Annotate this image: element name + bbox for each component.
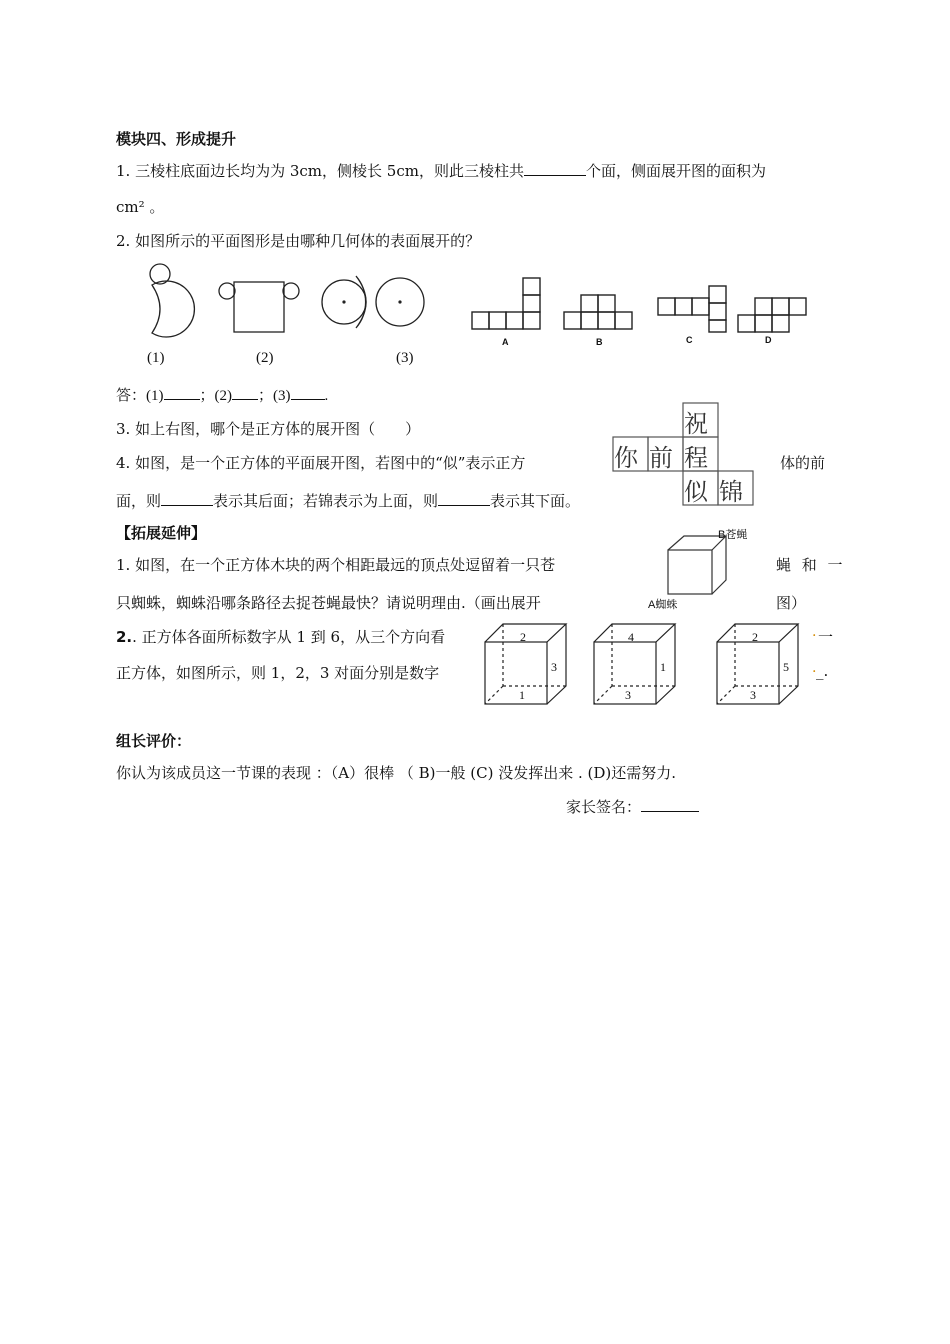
sector-shape bbox=[356, 276, 366, 328]
figure-label-1: (1) bbox=[147, 350, 165, 366]
q4-text-1: 面，则 bbox=[116, 492, 162, 510]
problem-2-right-a: 一 bbox=[818, 628, 834, 646]
question-4-line1: 4. 如图，是一个正方体的平面展开图，若图中的“似”表示正方 bbox=[116, 454, 526, 472]
circle-shape bbox=[283, 283, 299, 299]
problem-2-line1 bbox=[116, 626, 445, 647]
question-3: 3. 如上右图，哪个是正方体的展开图（ ） bbox=[116, 420, 421, 438]
problem-1-line2-right: 图） bbox=[776, 594, 807, 612]
die-2-top: 4 bbox=[628, 630, 634, 644]
answer-blank-3[interactable] bbox=[291, 385, 325, 400]
problem-1-line2: 只蜘蛛，蜘蛛沿哪条路径去捉苍蝇最快？请说明理由.（画出展开 bbox=[116, 594, 541, 612]
problem-2-right-b: _. bbox=[816, 662, 829, 680]
question-2: 2. 如图所示的平面图形是由哪种几何体的表面展开的？ bbox=[116, 232, 481, 250]
net-option-a bbox=[472, 278, 540, 329]
net-option-d bbox=[738, 298, 806, 332]
answer-prefix: 答：(1) bbox=[116, 388, 164, 404]
answer-mid-1: ；(2) bbox=[199, 388, 232, 404]
answer-blank[interactable] bbox=[438, 491, 490, 506]
answer-blank[interactable] bbox=[161, 491, 213, 506]
problem-2-number: 2. bbox=[116, 628, 133, 646]
fly-label: B苍蝇 bbox=[718, 529, 748, 541]
center-dot bbox=[342, 300, 345, 303]
unfolding-figures bbox=[130, 262, 440, 342]
answer-mid-2: ；(3) bbox=[258, 388, 291, 404]
q1-unit: cm² 。 bbox=[116, 198, 165, 216]
die-1-front: 1 bbox=[519, 688, 525, 702]
fly-spider-cube bbox=[664, 534, 730, 598]
net-char-ni: 你 bbox=[614, 444, 638, 472]
sector-shape bbox=[152, 281, 194, 337]
net-char-cheng: 程 bbox=[684, 444, 708, 472]
problem-1-right: 蝇 和 一 bbox=[776, 556, 843, 574]
option-label-b: B bbox=[596, 337, 603, 347]
center-dot bbox=[398, 300, 401, 303]
answer-end: . bbox=[324, 388, 329, 404]
rectangle-shape bbox=[234, 282, 284, 332]
answer-line bbox=[116, 384, 328, 405]
spider-label: A蜘蛛 bbox=[648, 599, 678, 611]
net-char-zhu: 祝 bbox=[684, 410, 708, 438]
option-label-a: A bbox=[502, 337, 509, 347]
net-option-c bbox=[658, 286, 726, 332]
extension-title: 【拓展延伸】 bbox=[116, 524, 207, 542]
die-1-top: 2 bbox=[520, 630, 526, 644]
answer-blank-2[interactable] bbox=[232, 385, 258, 400]
q1-text-a: 1. 三棱柱底面边长均为为 3cm，侧棱长 5cm，则此三棱柱共 bbox=[116, 162, 524, 180]
parent-signature bbox=[566, 796, 699, 817]
question-4-right: 体的前 bbox=[780, 454, 826, 472]
die-2-right: 1 bbox=[660, 660, 666, 674]
net-char-jin: 锦 bbox=[719, 478, 743, 506]
q4-text-3: 表示其下面。 bbox=[490, 492, 581, 510]
section4-title: 模块四、形成提升 bbox=[116, 130, 237, 148]
die-3-right: 5 bbox=[783, 660, 789, 674]
problem-2-line2: 正方体，如图所示，则 1，2，3 对面分别是数字 bbox=[116, 664, 440, 682]
problem-1-line1: 1. 如图，在一个正方体木块的两个相距最远的顶点处逗留着一只苍 bbox=[116, 556, 556, 574]
question-1-line1 bbox=[116, 160, 766, 181]
evaluation-text: 你认为该成员这一节课的表现 ：（A）很棒 （ B)一般 (C) 没发挥出来 . (D)还需努力. bbox=[116, 764, 677, 782]
die-3-top: 2 bbox=[752, 630, 758, 644]
die-1-right: 3 bbox=[551, 660, 557, 674]
question-4-line2 bbox=[116, 490, 580, 511]
orange-mark: . bbox=[812, 624, 817, 640]
circle-shape bbox=[219, 283, 235, 299]
option-label-c: C bbox=[686, 335, 693, 345]
signature-blank[interactable] bbox=[641, 797, 699, 812]
option-label-d: D bbox=[765, 335, 772, 345]
answer-blank-1[interactable] bbox=[164, 385, 200, 400]
net-char-qian: 前 bbox=[649, 444, 673, 472]
answer-blank[interactable] bbox=[524, 161, 586, 176]
die-3-front: 3 bbox=[750, 688, 756, 702]
q1-text-b: 个面，侧面展开图的面积为 bbox=[585, 162, 766, 180]
die-2-front: 3 bbox=[625, 688, 631, 702]
dice-views bbox=[484, 622, 817, 706]
problem-2-text-a: . 正方体各面所标数字从 1 到 6，从三个方向看 bbox=[132, 628, 446, 646]
evaluation-title: 组长评价： bbox=[116, 732, 192, 750]
figure-label-2: (2) bbox=[256, 350, 274, 366]
orange-mark: . bbox=[812, 660, 817, 676]
parent-signature-label: 家长签名： bbox=[566, 798, 642, 816]
cube-net-options bbox=[468, 276, 808, 348]
figure-label-3: (3) bbox=[396, 350, 414, 366]
q4-text-2: 表示其后面；若锦表示为上面，则 bbox=[213, 492, 439, 510]
net-char-si: 似 bbox=[684, 478, 708, 506]
net-option-b bbox=[564, 295, 632, 329]
